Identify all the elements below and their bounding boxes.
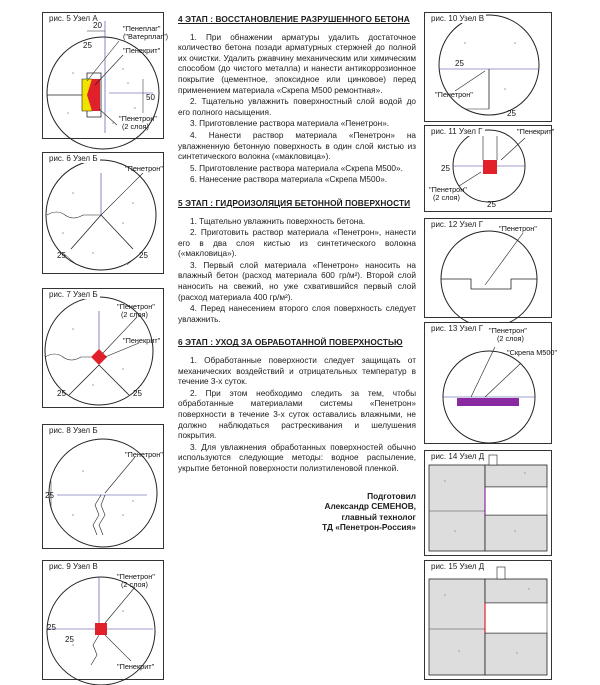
figure-caption: рис. 6 Узел Б xyxy=(49,154,98,163)
figure-10-node-v xyxy=(424,12,552,122)
paragraph: 1. При обнажении арматуры удалить достаточное количество бетона позади арматурных стержней до полной их очистки. Удалить ржавчину механическим или химическим способом (до чистого металла) и нанести антикоррозионное покрытие (цементное, эпоксидное или цинковое) перед применением материала «Скрепа М500 ремонтная». xyxy=(178,32,416,95)
figure-caption: рис. 5 Узел А xyxy=(49,14,98,23)
paragraph: 3. Первый слой материала «Пенетрон» наносить на влажный бетон (расход материала 600 гр/м²). Второй слой наносить на свежий, но уже схватившийся первый слой (расход материала 400 гр/м²). xyxy=(178,260,416,302)
paragraph: 1. Тщательно увлажнить поверхность бетона. xyxy=(190,216,366,226)
figure-15-node-d xyxy=(424,560,552,680)
signature-line: Подготовил xyxy=(367,490,416,501)
dimension-25-right: 25 xyxy=(139,251,148,260)
dimension-25-left: 25 xyxy=(57,389,66,398)
label-two-layers: (2 слоя) xyxy=(121,580,148,589)
label-two-layers: (2 слоя) xyxy=(122,122,149,131)
figure-14-node-d xyxy=(424,450,552,556)
node-v-detail-drawing xyxy=(425,13,551,121)
paragraph: 3. Приготовление раствора материала «Пенетрон». xyxy=(190,119,390,129)
instructions-column xyxy=(178,14,416,533)
paragraph: 1. Обработанные поверхности следует защищать от механических воздействий и отрицательных температур в течение 3-х суток. xyxy=(178,356,416,387)
paragraph: 4. Нанести раствор материала «Пенетрон» на увлажненную бетонную поверхность в один слой кистью из синтетического волокна («макловица»). xyxy=(178,130,416,162)
figure-caption: рис. 9 Узел В xyxy=(49,562,98,571)
dimension-50: 50 xyxy=(146,93,155,102)
penekrit-fill xyxy=(95,623,107,635)
label-waterplag: ("Ватерплаг") xyxy=(123,32,169,41)
node-g-groove-drawing xyxy=(425,219,551,317)
section-title: 6 ЭТАП : УХОД ЗА ОБРАБОТАННОЙ ПОВЕРХНОСТЬЮ xyxy=(178,337,403,348)
label-penetron: "Пенетрон" xyxy=(499,224,537,233)
paragraph: 2. При этом необходимо следить за тем, чтобы обработанные материалами системы «Пенетрон» поверхности в течение 3-х суток оставались влажными, не должно наблюдаться растрескивания и шелушения покрытия. xyxy=(178,388,416,441)
label-penekrit: "Пенекрит" xyxy=(123,46,161,55)
dimension-25-right: 25 xyxy=(133,389,142,398)
label-penetron: "Пенетрон" xyxy=(489,326,527,335)
label-penetron: "Пенетрон" xyxy=(435,90,473,99)
label-penetron: "Пенетрон" xyxy=(117,302,155,311)
section-title: 4 ЭТАП : ВОССТАНОВЛЕНИЕ РАЗРУШЕННОГО БЕТОНА xyxy=(178,14,410,24)
figure-5-node-a xyxy=(42,12,169,139)
dimension-20: 20 xyxy=(93,21,102,30)
label-penetron: "Пенетрон" xyxy=(125,164,163,173)
figure-9-node-v xyxy=(42,560,164,680)
label-penetron: "Пенетрон" xyxy=(429,185,467,194)
figure-13-node-g xyxy=(424,322,558,444)
node-g-repair-drawing xyxy=(425,323,551,443)
dimension-25-left: 25 xyxy=(57,251,66,260)
penekrit-fill xyxy=(483,160,497,174)
node-d-wall-repair-drawing xyxy=(425,561,551,679)
label-penekrit: "Пенекрит" xyxy=(517,127,555,136)
label-two-layers: (2 слоя) xyxy=(433,193,460,202)
figure-11-node-g xyxy=(424,125,555,212)
figure-12-node-g xyxy=(424,218,552,318)
paragraph: 3. Для увлажнения обработанных поверхностей обычно используются следующие методы: водное распыление, укрытие бетонной поверхности полиэтиленовой пленкой. xyxy=(178,442,416,473)
label-peneplag: "Пенеплаг" xyxy=(123,24,161,33)
figure-caption: рис. 15 Узел Д xyxy=(431,562,485,571)
label-penetron: "Пенетрон" xyxy=(117,572,155,581)
dimension-25-left: 25 xyxy=(441,164,450,173)
label-penetron: "Пенетрон" xyxy=(119,114,157,123)
paragraph: 5. Приготовление раствора материала «Скрепа М500». xyxy=(190,163,403,173)
signature-author: Александр СЕМЕНОВ, xyxy=(324,501,416,512)
dimension-25-bottom: 25 xyxy=(65,635,74,644)
label-skrepa: "Скрепа М500" xyxy=(507,348,558,357)
signature-block xyxy=(178,491,416,533)
dimension-25-left: 25 xyxy=(455,59,464,68)
section-stage-5 xyxy=(178,198,416,326)
label-penekrit: "Пенекрит" xyxy=(123,336,161,345)
label-two-layers: (2 слоя) xyxy=(497,334,524,343)
figure-7-node-b xyxy=(42,288,164,408)
figure-6-node-b xyxy=(42,152,164,274)
node-d-wall-drawing xyxy=(425,451,551,555)
figure-8-node-b xyxy=(42,424,164,549)
skrepa-fill xyxy=(457,398,519,406)
dimension-25-left: 25 xyxy=(47,623,56,632)
dimension-25-bottom: 25 xyxy=(507,109,516,118)
dimension-25: 25 xyxy=(83,41,92,50)
figure-caption: рис. 8 Узел Б xyxy=(49,426,98,435)
figure-caption: рис. 12 Узел Г xyxy=(431,220,484,229)
paragraph: 6. Нанесение раствора материала «Скрепа М500». xyxy=(190,175,388,185)
signature-position: главный технолог xyxy=(341,511,416,522)
signature-company: ТД «Пенетрон-Россия» xyxy=(322,522,416,533)
paragraph: 2. Тщательно увлажнить поверхностный слой водой до его полного насыщения. xyxy=(178,97,416,117)
section-title: 5 ЭТАП : ГИДРОИЗОЛЯЦИЯ БЕТОННОЙ ПОВЕРХНОСТИ xyxy=(178,197,411,208)
label-penekrit: "Пенекрит" xyxy=(117,662,155,671)
figure-caption: рис. 7 Узел Б xyxy=(49,290,98,299)
figure-caption: рис. 14 Узел Д xyxy=(431,452,485,461)
paragraph: 2. Приготовить раствор материала «Пенетрон», нанести его в два слоя кистью из синтетического волокна («макловица»). xyxy=(178,228,416,259)
figure-caption: рис. 11 Узел Г xyxy=(431,127,483,136)
section-stage-6 xyxy=(178,337,416,474)
label-penetron: "Пенетрон" xyxy=(125,450,163,459)
figure-caption: рис. 10 Узел В xyxy=(431,14,485,23)
paragraph: 4. Перед нанесением второго слоя поверхность следует увлажнить. xyxy=(178,304,416,324)
figure-caption: рис. 13 Узел Г xyxy=(431,324,484,333)
section-stage-4 xyxy=(178,14,416,186)
node-b-crack-drawing xyxy=(43,425,163,548)
dimension-25-bottom: 25 xyxy=(487,200,496,209)
label-two-layers: (2 слоя) xyxy=(121,310,148,319)
dimension-25: 25 xyxy=(45,491,54,500)
